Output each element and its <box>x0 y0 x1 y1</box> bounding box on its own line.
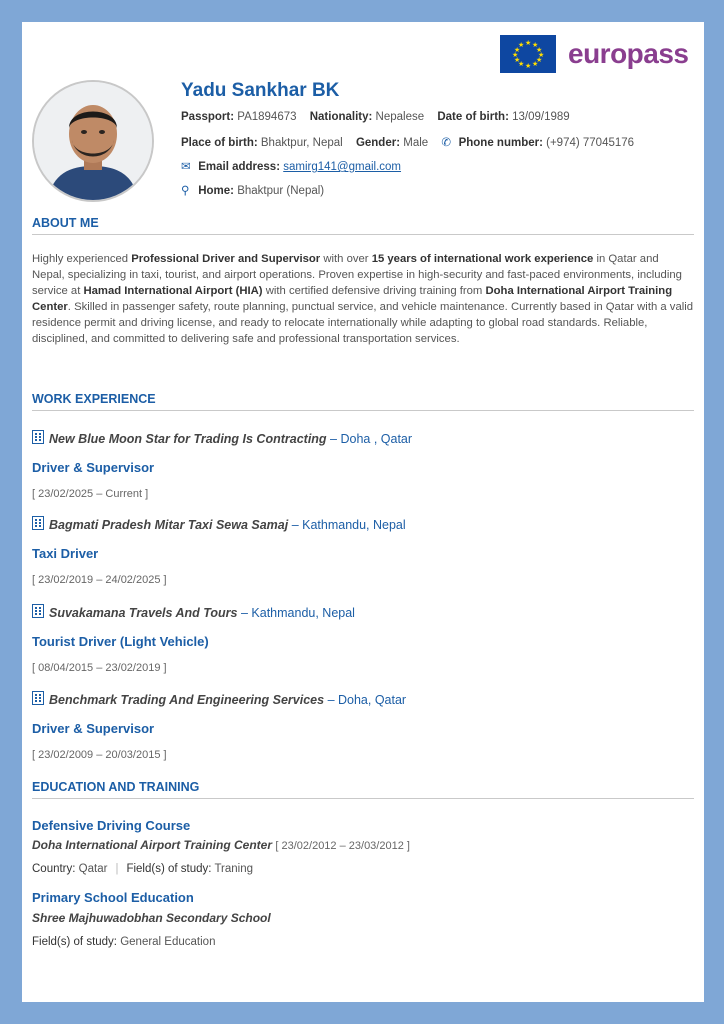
envelope-icon: ✉ <box>181 161 191 173</box>
edu-title-2: Primary School Education <box>32 890 194 905</box>
work-date-2: [ 23/02/2019 – 24/02/2025 ] <box>32 574 167 586</box>
email-label: Email address: <box>198 161 281 173</box>
edu-school-2: Shree Majhuwadobhan Secondary School <box>32 911 271 925</box>
work-date-4: [ 23/02/2009 – 20/03/2015 ] <box>32 749 167 761</box>
section-education-title: EDUCATION AND TRAINING <box>32 780 694 799</box>
cv-page <box>22 22 704 1002</box>
edu-school-1: Doha International Airport Training Center [ 23/02/2012 – 23/03/2012 ] <box>32 838 410 852</box>
phone-value: (+974) 77045176 <box>546 137 635 149</box>
work-org-1: New Blue Moon Star for Trading Is Contracting – Doha , Qatar <box>32 430 412 446</box>
about-text: Highly experienced Professional Driver and Supervisor with over 15 years of international work experience in Qatar and Nepal, specializing in taxi, tourist, and airport operations. Proven expertise in high-security and fast-paced environments, including service at Hamad International Airport (HIA) with certified defensive driving training from Doha International Airport Training Center. Skilled in passenger safety, route planning, punctual service, and vehicle maintenance. Currently based in Qatar with a valid residence permit and driving license, and ready to relocate internationally while adapting to global road standards. Reliable, disciplined, and committed to delivering safe and professional transportation services. <box>32 253 694 345</box>
nationality-value: Nepalese <box>375 111 425 123</box>
passport-label: Passport: <box>181 111 235 123</box>
home-label: Home: <box>198 185 234 197</box>
section-about-title: ABOUT ME <box>32 216 694 235</box>
work-org-2: Bagmati Pradesh Mitar Taxi Sewa Samaj – Kathmandu, Nepal <box>32 516 406 532</box>
edu-meta-1: Country: Qatar | Field(s) of study: Traning <box>32 863 254 875</box>
edu-meta-2: Field(s) of study: General Education <box>32 936 216 948</box>
building-icon <box>32 604 44 618</box>
gender-value: Male <box>403 137 429 149</box>
work-date-1: [ 23/02/2025 – Current ] <box>32 488 149 500</box>
home-value: Bhaktpur (Nepal) <box>237 185 325 197</box>
dob-value: 13/09/1989 <box>512 111 570 123</box>
nationality-label: Nationality: <box>309 111 373 123</box>
info-row-2 <box>181 135 634 149</box>
work-role-3: Tourist Driver (Light Vehicle) <box>32 634 209 649</box>
info-row-3 <box>181 159 401 173</box>
building-icon <box>32 691 44 705</box>
full-name: Yadu Sankhar BK <box>181 80 340 101</box>
work-org-4: Benchmark Trading And Engineering Services – Doha, Qatar <box>32 691 406 707</box>
building-icon <box>32 430 44 444</box>
logo-text: europass <box>568 38 689 69</box>
location-pin-icon: ⚲ <box>181 185 190 197</box>
section-work-title: WORK EXPERIENCE <box>32 392 694 411</box>
work-role-2: Taxi Driver <box>32 546 99 561</box>
top-border <box>0 0 724 22</box>
passport-value: PA1894673 <box>237 111 297 123</box>
eu-flag-icon: ★ ★ ★ ★ ★ ★ ★ ★ ★ ★ ★ ★ <box>500 35 556 73</box>
europass-logo <box>500 34 689 74</box>
email-link[interactable]: samirg141@gmail.com <box>283 161 402 173</box>
info-row-4 <box>181 183 324 197</box>
edu-title-1: Defensive Driving Course <box>32 818 191 833</box>
avatar <box>32 80 154 202</box>
work-date-3: [ 08/04/2015 – 23/02/2019 ] <box>32 662 167 674</box>
pob-label: Place of birth: <box>181 137 258 149</box>
phone-label: Phone number: <box>458 137 543 149</box>
info-row-1 <box>181 111 570 123</box>
dob-label: Date of birth: <box>437 111 509 123</box>
phone-icon: ✆ <box>441 137 452 149</box>
gender-label: Gender: <box>355 137 401 149</box>
pob-value: Bhaktpur, Nepal <box>260 137 343 149</box>
building-icon <box>32 516 44 530</box>
work-role-1: Driver & Supervisor <box>32 460 155 475</box>
work-org-3: Suvakamana Travels And Tours – Kathmandu, Nepal <box>32 604 355 620</box>
work-role-4: Driver & Supervisor <box>32 721 155 736</box>
